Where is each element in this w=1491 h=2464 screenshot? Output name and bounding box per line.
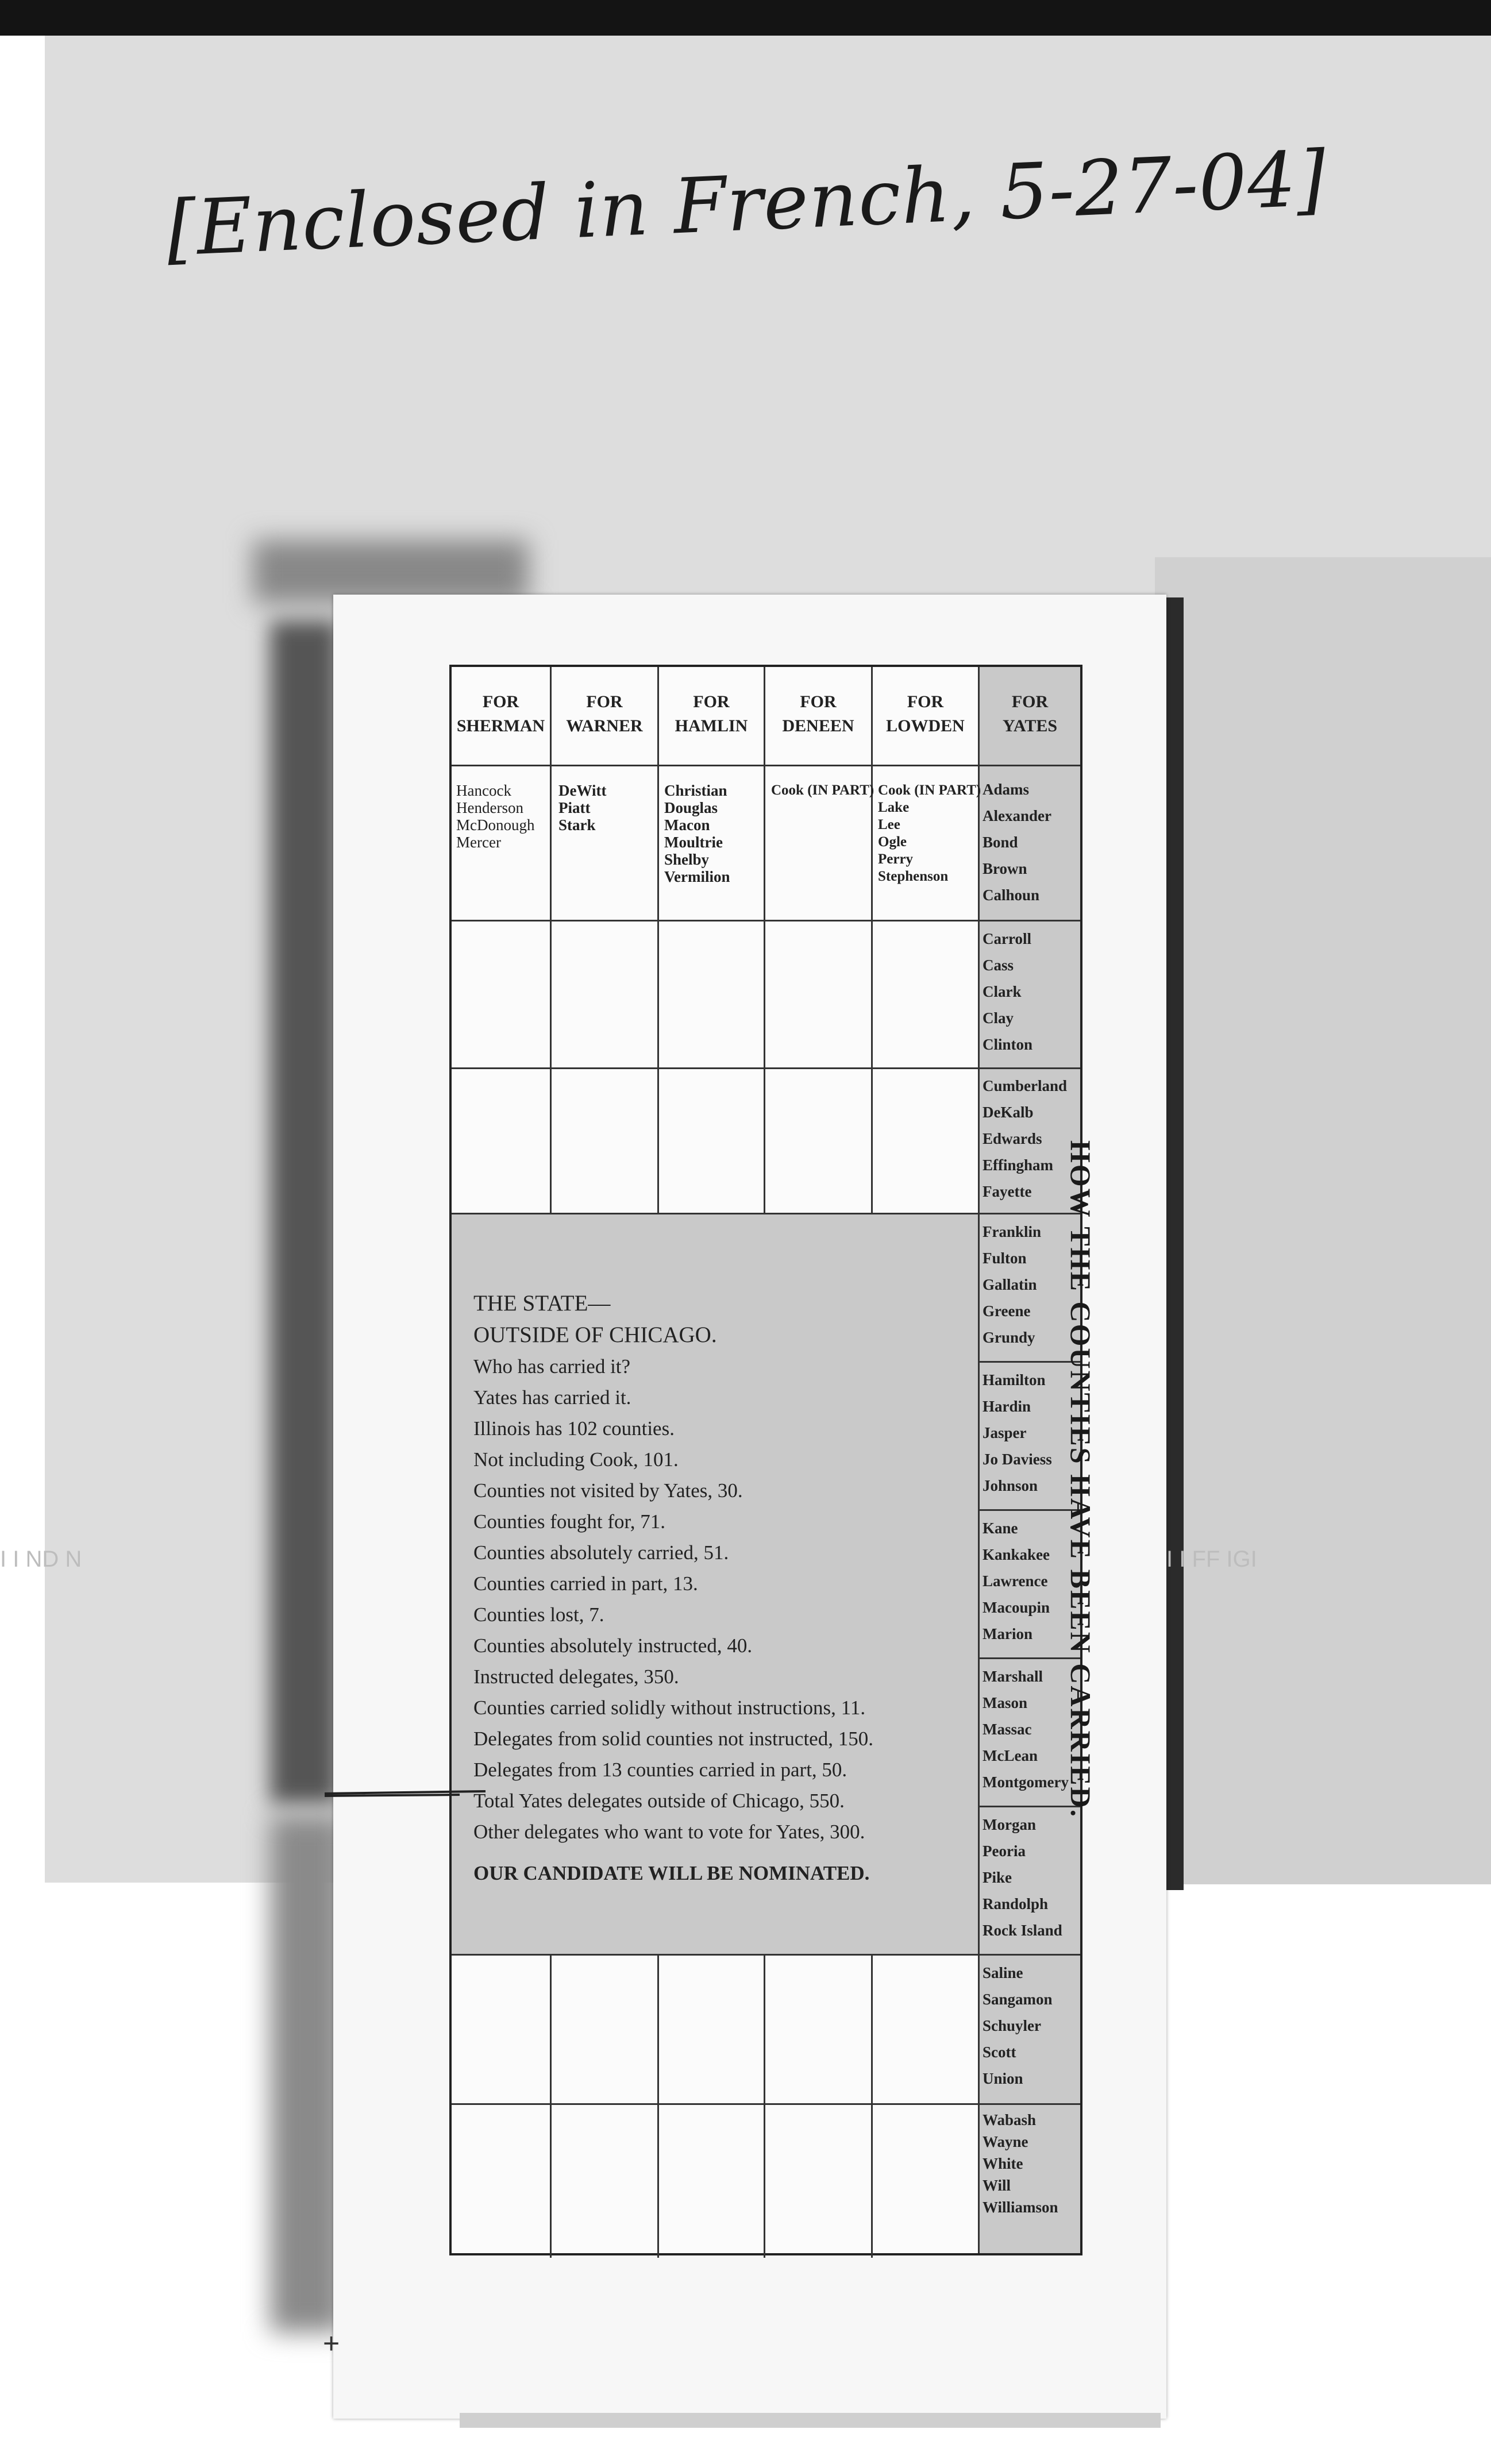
- yates-group: Carroll Cass Clark Clay Clinton: [983, 930, 1033, 1053]
- summary-conclusion: OUR CANDIDATE WILL BE NOMINATED.: [473, 1862, 870, 1884]
- yates-group: Franklin Fulton Gallatin Greene Grundy: [983, 1223, 1042, 1346]
- column-rule: [764, 667, 765, 1213]
- header-rule: [452, 765, 1080, 766]
- row-rule: [452, 1954, 1080, 1956]
- summary-line: Counties carried solidly without instructions, 11.: [473, 1696, 866, 1719]
- header-yates: FOR YATES: [1002, 692, 1058, 735]
- column-rule: [657, 667, 659, 1213]
- summary-line: Counties lost, 7.: [473, 1603, 604, 1626]
- header-deneen: FOR DENEEN: [782, 692, 854, 735]
- summary-line: Delegates from 13 counties carried in part, 50.: [473, 1759, 847, 1781]
- row-rule: [452, 1213, 1080, 1214]
- yates-group: Morgan Peoria Pike Randolph Rock Island: [983, 1816, 1062, 1939]
- summary-line: Not including Cook, 101.: [473, 1448, 679, 1471]
- yates-group: Saline Sangamon Schuyler Scott Union: [983, 1964, 1053, 2087]
- warner-counties: DeWitt Piatt Stark: [558, 782, 607, 834]
- county-table: [449, 665, 1082, 2255]
- backing-sheet-shade: [1155, 557, 1491, 1884]
- header-hamlin: FOR HAMLIN: [675, 692, 748, 735]
- column-rule: [871, 667, 873, 1213]
- summary-line: Counties not visited by Yates, 30.: [473, 1479, 743, 1502]
- side-title: HOW THE COUNTIES HAVE BEEN CARRIED.: [1065, 1140, 1097, 1819]
- yates-group: Hamilton Hardin Jasper Jo Daviess Johnson: [983, 1371, 1052, 1494]
- summary-line: Who has carried it?: [473, 1355, 631, 1378]
- hamlin-counties: Christian Douglas Macon Moultrie Shelby Vermilion: [664, 782, 730, 885]
- row-rule: [452, 1067, 1080, 1069]
- column-rule: [978, 667, 980, 2253]
- header-warner: FOR WARNER: [566, 692, 643, 735]
- fold-shadow-top: [253, 540, 529, 603]
- column-rule: [657, 1954, 659, 2258]
- yates-group: Adams Alexander Bond Brown Calhoun: [983, 781, 1051, 904]
- yates-group: Wabash Wayne White Will Williamson: [983, 2111, 1058, 2216]
- sherman-counties: Hancock Henderson McDonough Mercer: [456, 782, 535, 851]
- lowden-counties: Cook (IN PART) Lake Lee Ogle Perry Stephenson: [878, 782, 981, 884]
- summary-line: Counties carried in part, 13.: [473, 1572, 698, 1595]
- header-sherman: FOR SHERMAN: [456, 692, 545, 735]
- registration-mark: +: [323, 2327, 340, 2359]
- column-rule: [871, 1954, 873, 2258]
- summary-heading: THE STATE—: [473, 1291, 611, 1316]
- summary-line: Counties absolutely carried, 51.: [473, 1541, 729, 1564]
- handwritten-note: [Enclosed in French, 5-27-04]: [164, 134, 1328, 273]
- yates-group: Cumberland DeKalb Edwards Effingham Fayette: [983, 1077, 1068, 1200]
- scan-top-border: [0, 0, 1491, 36]
- deneen-counties: Cook (IN PART): [771, 782, 874, 798]
- fold-shadow-left: [270, 620, 339, 1804]
- column-rule: [764, 1954, 765, 2258]
- summary-line: Yates has carried it.: [473, 1386, 631, 1409]
- summary-line: Counties fought for, 71.: [473, 1510, 665, 1533]
- leaflet-bottom-edge: [460, 2413, 1161, 2428]
- paper-clip: [322, 1788, 488, 1799]
- summary-line: Total Yates delegates outside of Chicago, 550.: [473, 1790, 845, 1812]
- summary-subheading: OUTSIDE OF CHICAGO.: [473, 1322, 717, 1347]
- summary-line: Counties absolutely instructed, 40.: [473, 1634, 753, 1657]
- faint-text-left: I I ND N: [0, 1547, 82, 1572]
- row-rule: [452, 2103, 1080, 2105]
- header-lowden: FOR LOWDEN: [886, 692, 965, 735]
- faint-text-right: I I FF IGI: [1166, 1547, 1257, 1572]
- yates-group: Kane Kankakee Lawrence Macoupin Marion: [983, 1520, 1050, 1642]
- yates-group: Marshall Mason Massac McLean Montgomery: [983, 1668, 1069, 1791]
- summary-line: Illinois has 102 counties.: [473, 1417, 675, 1440]
- row-rule: [452, 920, 1080, 921]
- column-rule: [550, 667, 552, 1213]
- summary-line: Instructed delegates, 350.: [473, 1665, 679, 1688]
- summary-line: Delegates from solid counties not instructed, 150.: [473, 1728, 873, 1750]
- summary-line: Other delegates who want to vote for Yates, 300.: [473, 1821, 865, 1843]
- column-rule: [550, 1954, 552, 2258]
